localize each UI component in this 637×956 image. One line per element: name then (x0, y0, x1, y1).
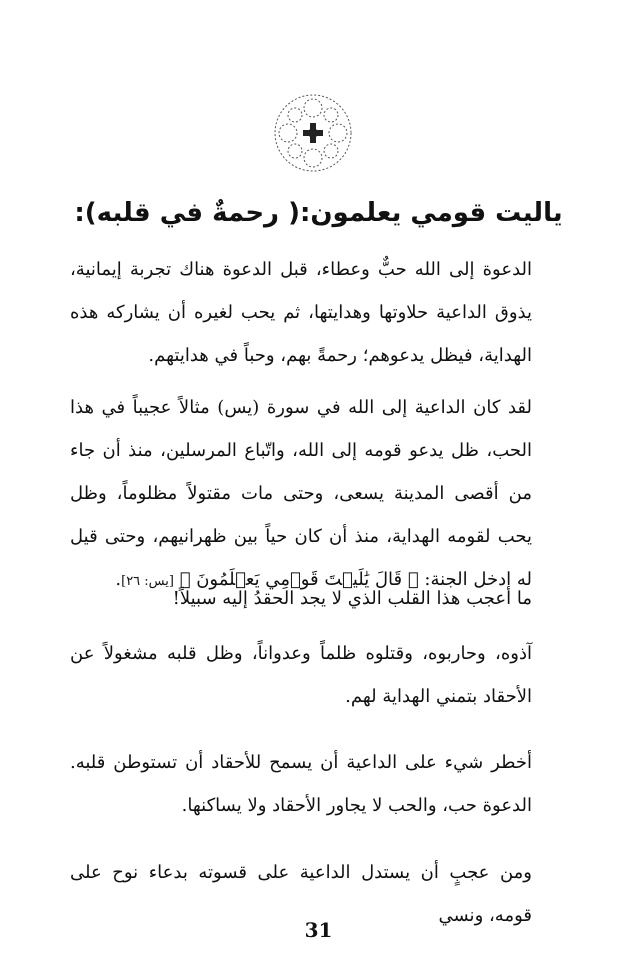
floral-ornament-icon (268, 88, 358, 178)
paragraph-wonderful-heart: ما أعجب هذا القلب الذي لا يجد الحقدُ إليه سبيلاً! (172, 588, 532, 609)
paragraph-surah-yasin-example (70, 386, 532, 603)
chapter-title: ياليت قومي يعلمون:( رحمةٌ في قلبه): (74, 198, 563, 228)
page-number: 31 (304, 918, 333, 942)
quran-verse: ﴿ قَالَ يَٰلَيۡتَ قَوۡمِي يَعۡلَمُونَ ﴾ (179, 569, 419, 590)
paragraph-love-of-dawah: الدعوة إلى الله حبٌّ وعطاء، قبل الدعوة هناك تجربة إيمانية، يذوق الداعية حلاوتها وهدايتها، ثم يحب لغيره أن يشاركه هذه الهداية، فيظل يدعوهم؛ رحمةً بهم، وحباً في هدايتهم. (70, 259, 532, 366)
paragraph-danger-of-grudges: أخطر شيء على الداعية أن يسمح للأحقاد أن تستوطن قلبه. الدعوة حب، والحب لا يجاور الأحقاد ولا يساكنها. (70, 752, 532, 816)
paragraph-noah-supplication: ومن عجبٍ أن يستدل الداعية على قسوته بدعاء نوح على قومه، ونسي (70, 862, 532, 926)
paragraph-end: . (115, 569, 122, 590)
verse-reference: [يس: ٢٦] (121, 574, 174, 589)
paragraph-text: لقد كان الداعية إلى الله في سورة (يس) مثالاً عجيباً في هذا الحب، ظل يدعو قومه إلى الله، واتّباع المرسلين، منذ أن جاء من أقصى المدينة يسعى، وحتى مات مقتولاً مظلوماً، وظل يحب لقومه الهداية، منذ أن كان حياً بين ظهرانيهم، وحتى قيل له ادخل الجنة: (70, 397, 532, 590)
paragraph-harmed-yet-hopeful: آذوه، وحاربوه، وقتلوه ظلماً وعدواناً، وظل قلبه مشغولاً عن الأحقاد بتمني الهداية لهم. (70, 643, 532, 707)
